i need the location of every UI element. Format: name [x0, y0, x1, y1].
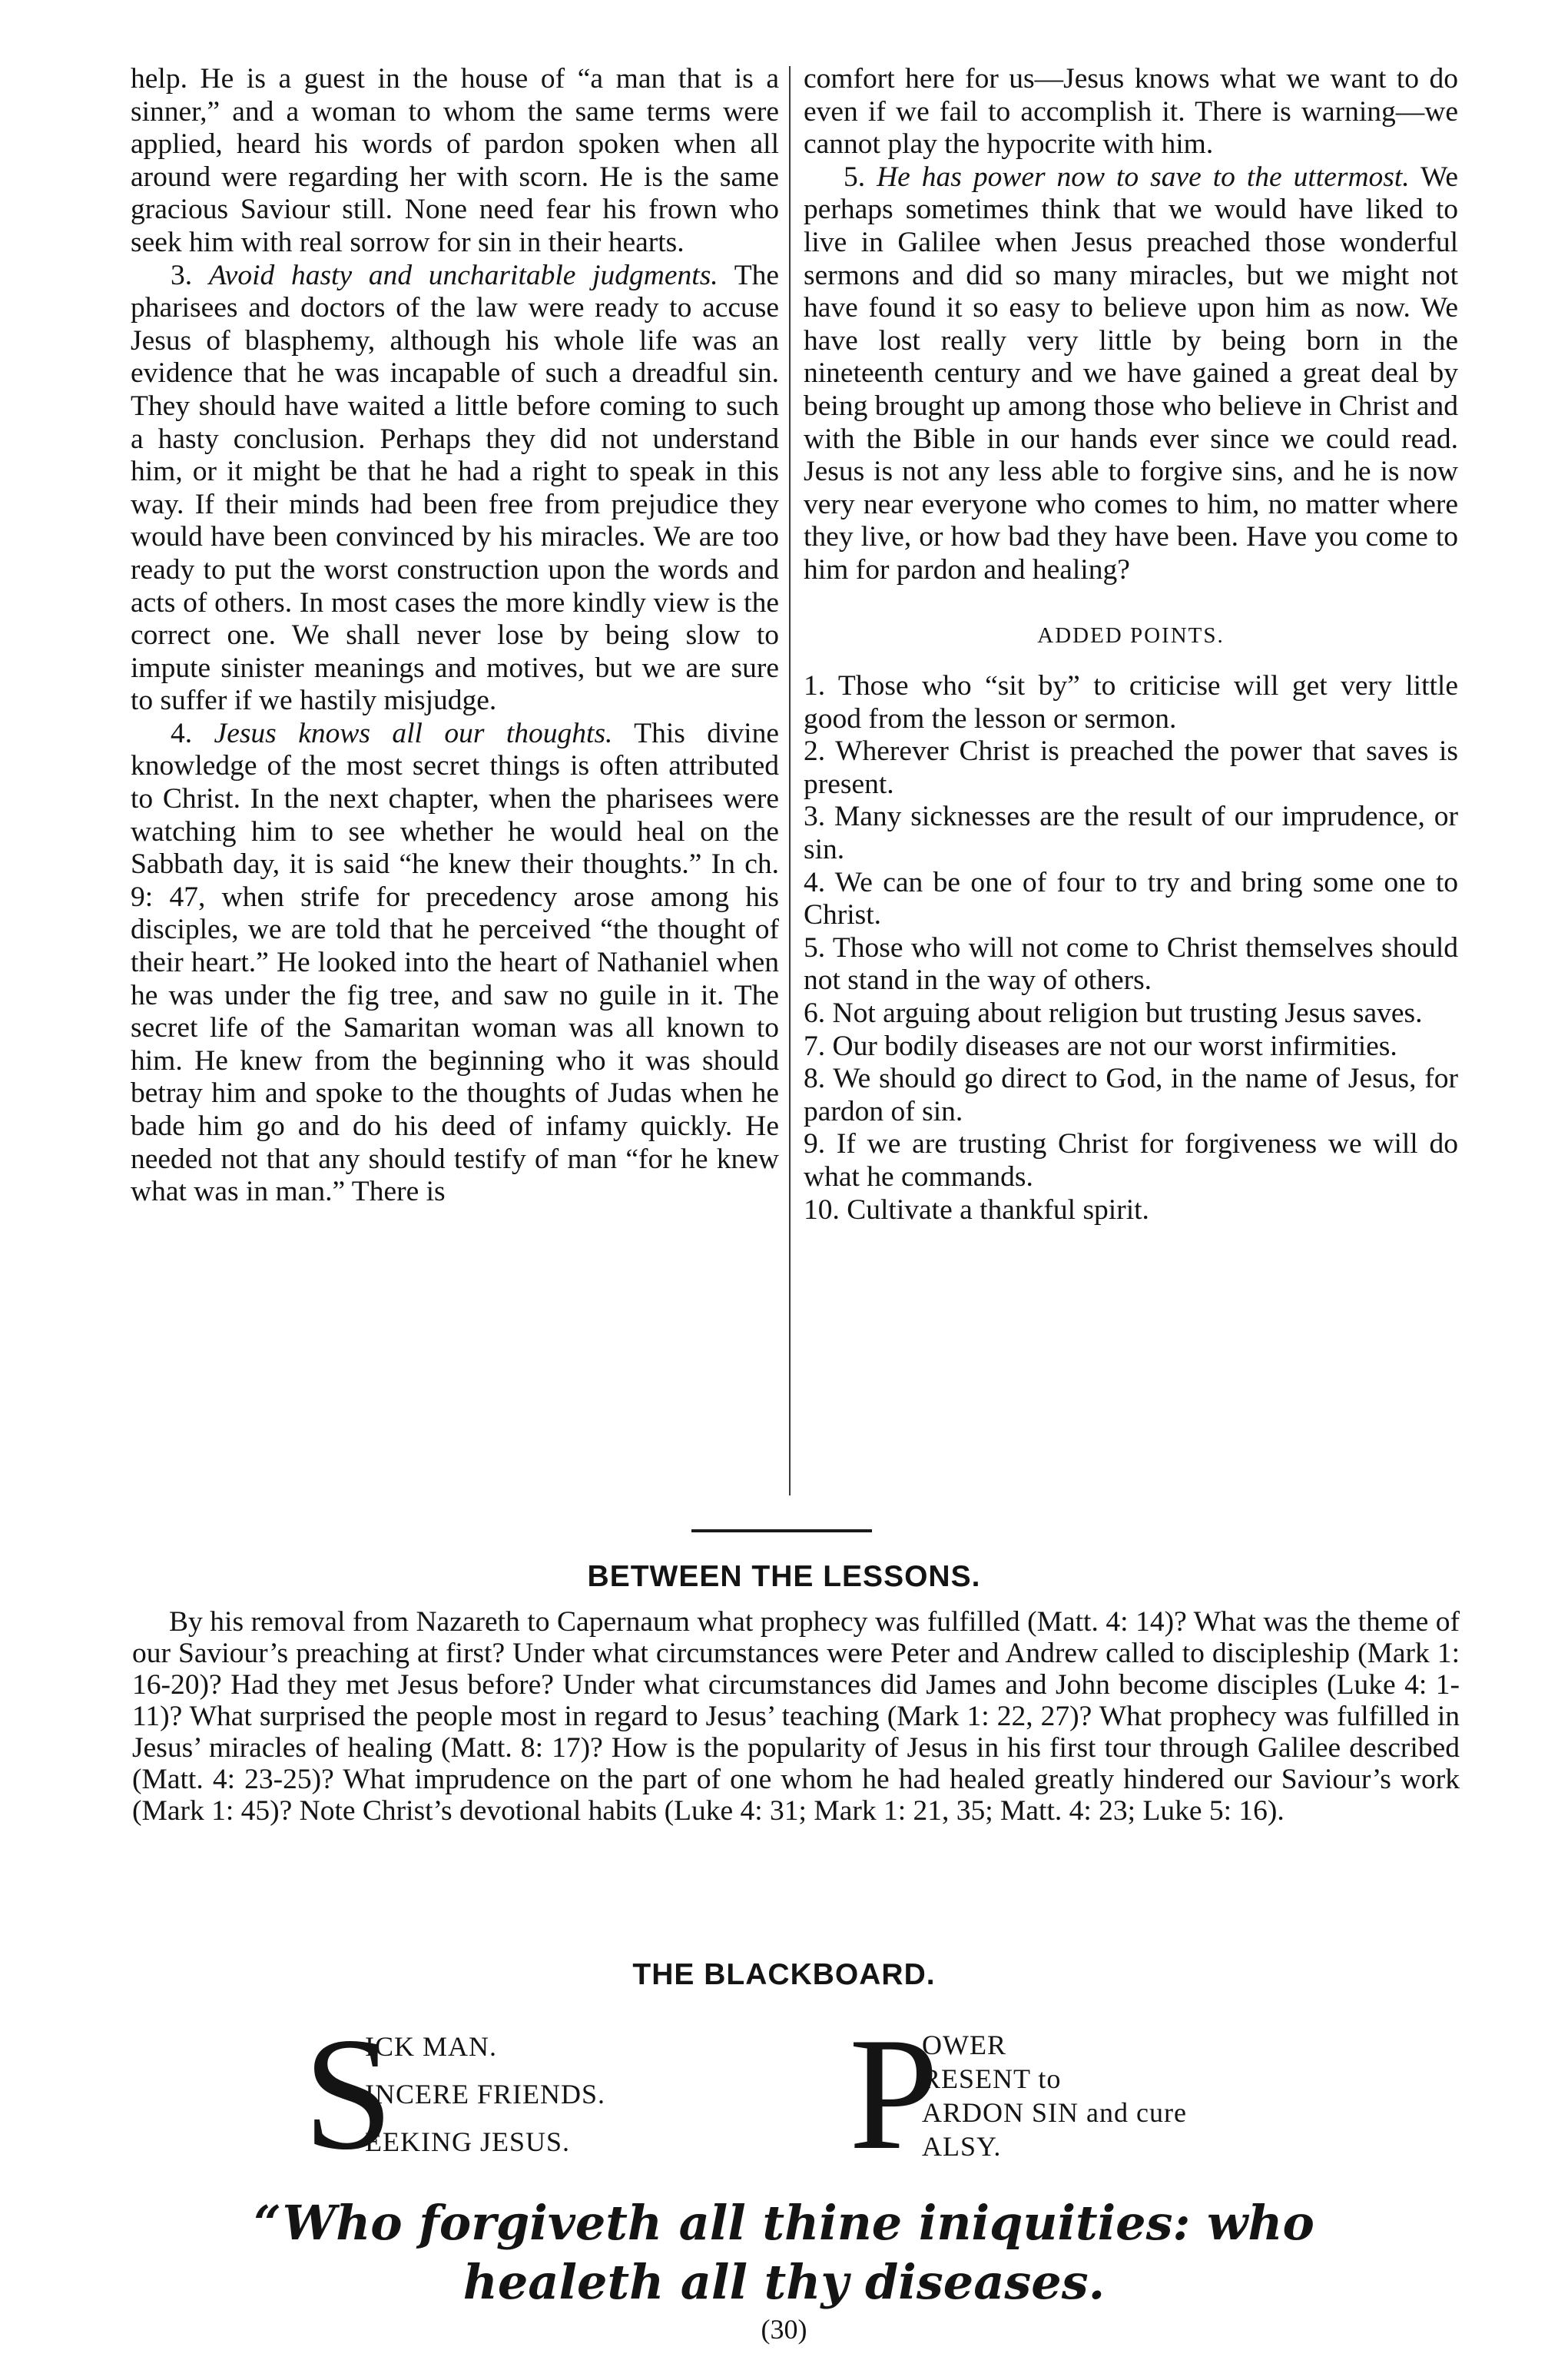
point-body: We perhaps sometimes think that we would have liked to live in Galilee when Jesus preached those wonderful sermons and did so many miracles, but we might not have found it so easy to believe upon him as now. We have lost really very little by being born in the nineteenth century and we have gained a great deal by being brought up among those who believe in Christ and with the Bible in our hands ever since we could read. Jesus is not any less able to forgive sins, and he is now very near everyone who comes to him, no matter where they live, or how bad they have been. Have you come to him for pardon and healing?: [804, 161, 1459, 586]
added-points-heading: ADDED POINTS.: [1037, 622, 1225, 648]
right-paragraph-2: [804, 161, 1458, 587]
between-lessons-text: By his removal from Nazareth to Capernaum what prophecy was fulfilled (Matt. 4: 14)? What was the theme of our Saviour’s preaching at first? Under what circumstances were Peter and Andrew called to discipleship (Mark 1: 16-20)? Had they met Jesus before? Under what circumstances did James and John become disciples (Luke 4: 1-11)? What surprised the people most in regard to Jesus’ teaching (Mark 1: 22, 27)? What prophecy was fulfilled in Jesus’ miracles of healing (Matt. 8: 17)? How is the popularity of Jesus in his first tour through Galilee described (Matt. 4: 23-25)? What imprudence on the part of one whom he had healed greatly hindered our Saviour’s work (Mark 1: 45)? Note Christ’s devotional habits (Luke 4: 31; Mark 1: 21, 35; Matt. 4: 23; Luke 5: 16).: [132, 1606, 1460, 1827]
point-heading: Avoid hasty and uncharitable judgments.: [208, 259, 718, 291]
added-point-item: 3. Many sicknesses are the result of our imprudence, or sin.: [804, 801, 1458, 866]
point-number: 3.: [171, 259, 193, 291]
blackboard-title: THE BLACKBOARD.: [632, 1958, 936, 1991]
left-paragraph-1: help. He is a guest in the house of “a man that is a sinner,” and a woman to whom the same terms were applied, heard his words of pardon spoken when all around were regarding her with scorn. He is the same gracious Saviour still. None need fear his frown who seek him with real sorrow for sin in their hearts.: [131, 63, 779, 258]
added-point-item: 6. Not arguing about religion but trusting Jesus saves.: [804, 997, 1423, 1030]
blackboard-right-line-3: ARDON SIN and cure: [922, 2097, 1187, 2128]
blackboard-initial-s: S: [303, 2005, 393, 2183]
added-point-item: 10. Cultivate a thankful spirit.: [804, 1193, 1149, 1226]
point-number: 4.: [171, 717, 193, 749]
point-body: The pharisees and doctors of the law were ready to accuse Jesus of blasphemy, although his whole life was an evidence that he was incapable of such a dreadful sin. They should have waited a little before coming to such a hasty conclusion. Perhaps they did not understand him, or it might be that he had a right to speak in this way. If their minds had been free from prejudice they would have been convinced by his miracles. We are too ready to put the worst construction upon the words and acts of others. In most cases the more kindly view is the correct one. We shall never lose by being slow to impute sinister meanings and motives, but we are sure to suffer if we hastily misjudge.: [131, 259, 780, 717]
added-point-item: 1. Those who “sit by” to criticise will get very little good from the lesson or sermon.: [804, 670, 1458, 735]
blackboard-right-line-2: RESENT to: [922, 2063, 1062, 2094]
section-separator: [691, 1529, 872, 1532]
added-point-item: 5. Those who will not come to Christ themselves should not stand in the way of others.: [804, 931, 1458, 997]
right-paragraph-1: comfort here for us—Jesus knows what we want to do even if we fail to accomplish it. There is warning—we cannot play the hypocrite with him.: [804, 63, 1458, 161]
left-column: [131, 63, 779, 1209]
column-divider: [789, 66, 791, 1495]
blackboard-right-line-1: OWER: [922, 2030, 1006, 2060]
blackboard-right-line-4: ALSY.: [922, 2131, 1002, 2162]
added-points-list: [804, 670, 1458, 1227]
closing-quote-line-1: “Who forgiveth all thine iniquities: who: [254, 2195, 1314, 2251]
blackboard-initial-p: P: [849, 2005, 939, 2183]
point-heading: Jesus knows all our thoughts.: [214, 717, 613, 749]
closing-quote-line-2: healeth all thy diseases.: [462, 2254, 1106, 2310]
between-lessons-body: [132, 1606, 1460, 1827]
point-body: This divine knowledge of the most secret things is often attributed to Christ. In the next chapter, when the pharisees were watching him to see whether he would heal on the Sabbath day, it is said “he knew their thoughts.” In ch. 9: 47, when strife for precedency arose among his disciples, we are told that he perceived “the thought of their heart.” He looked into the heart of Nathaniel when he was under the fig tree, and saw no guile in it. The secret life of the Samaritan woman was all known to him. He knew from the beginning who it was should betray him and spoke to the thoughts of Judas when he bade him go and do his deed of infamy quickly. He needed not that any should testify of man “for he knew what was in man.” There is: [131, 717, 779, 1208]
added-point-item: 8. We should go direct to God, in the name of Jesus, for pardon of sin.: [804, 1063, 1458, 1127]
left-paragraph-3: [131, 718, 779, 1209]
added-point-item: 2. Wherever Christ is preached the power that saves is present.: [804, 735, 1458, 800]
added-point-item: 4. We can be one of four to try and bring some one to Christ.: [804, 866, 1458, 931]
right-column: [804, 63, 1458, 1227]
between-lessons-title: BETWEEN THE LESSONS.: [587, 1560, 981, 1593]
added-point-item: 7. Our bodily diseases are not our worst infirmities.: [804, 1030, 1397, 1062]
page-number: (30): [761, 2314, 807, 2345]
point-number: 5.: [844, 161, 866, 193]
blackboard-left-line-2: INCERE FRIENDS.: [365, 2079, 606, 2109]
left-paragraph-2: [131, 260, 779, 718]
point-heading: He has power now to save to the uttermost.: [877, 161, 1410, 193]
blackboard-left-line-3: EEKING JESUS.: [365, 2126, 571, 2157]
added-point-item: 9. If we are trusting Christ for forgiveness we will do what he commands.: [804, 1128, 1458, 1193]
blackboard-left-line-1: ICK MAN.: [365, 2031, 498, 2062]
